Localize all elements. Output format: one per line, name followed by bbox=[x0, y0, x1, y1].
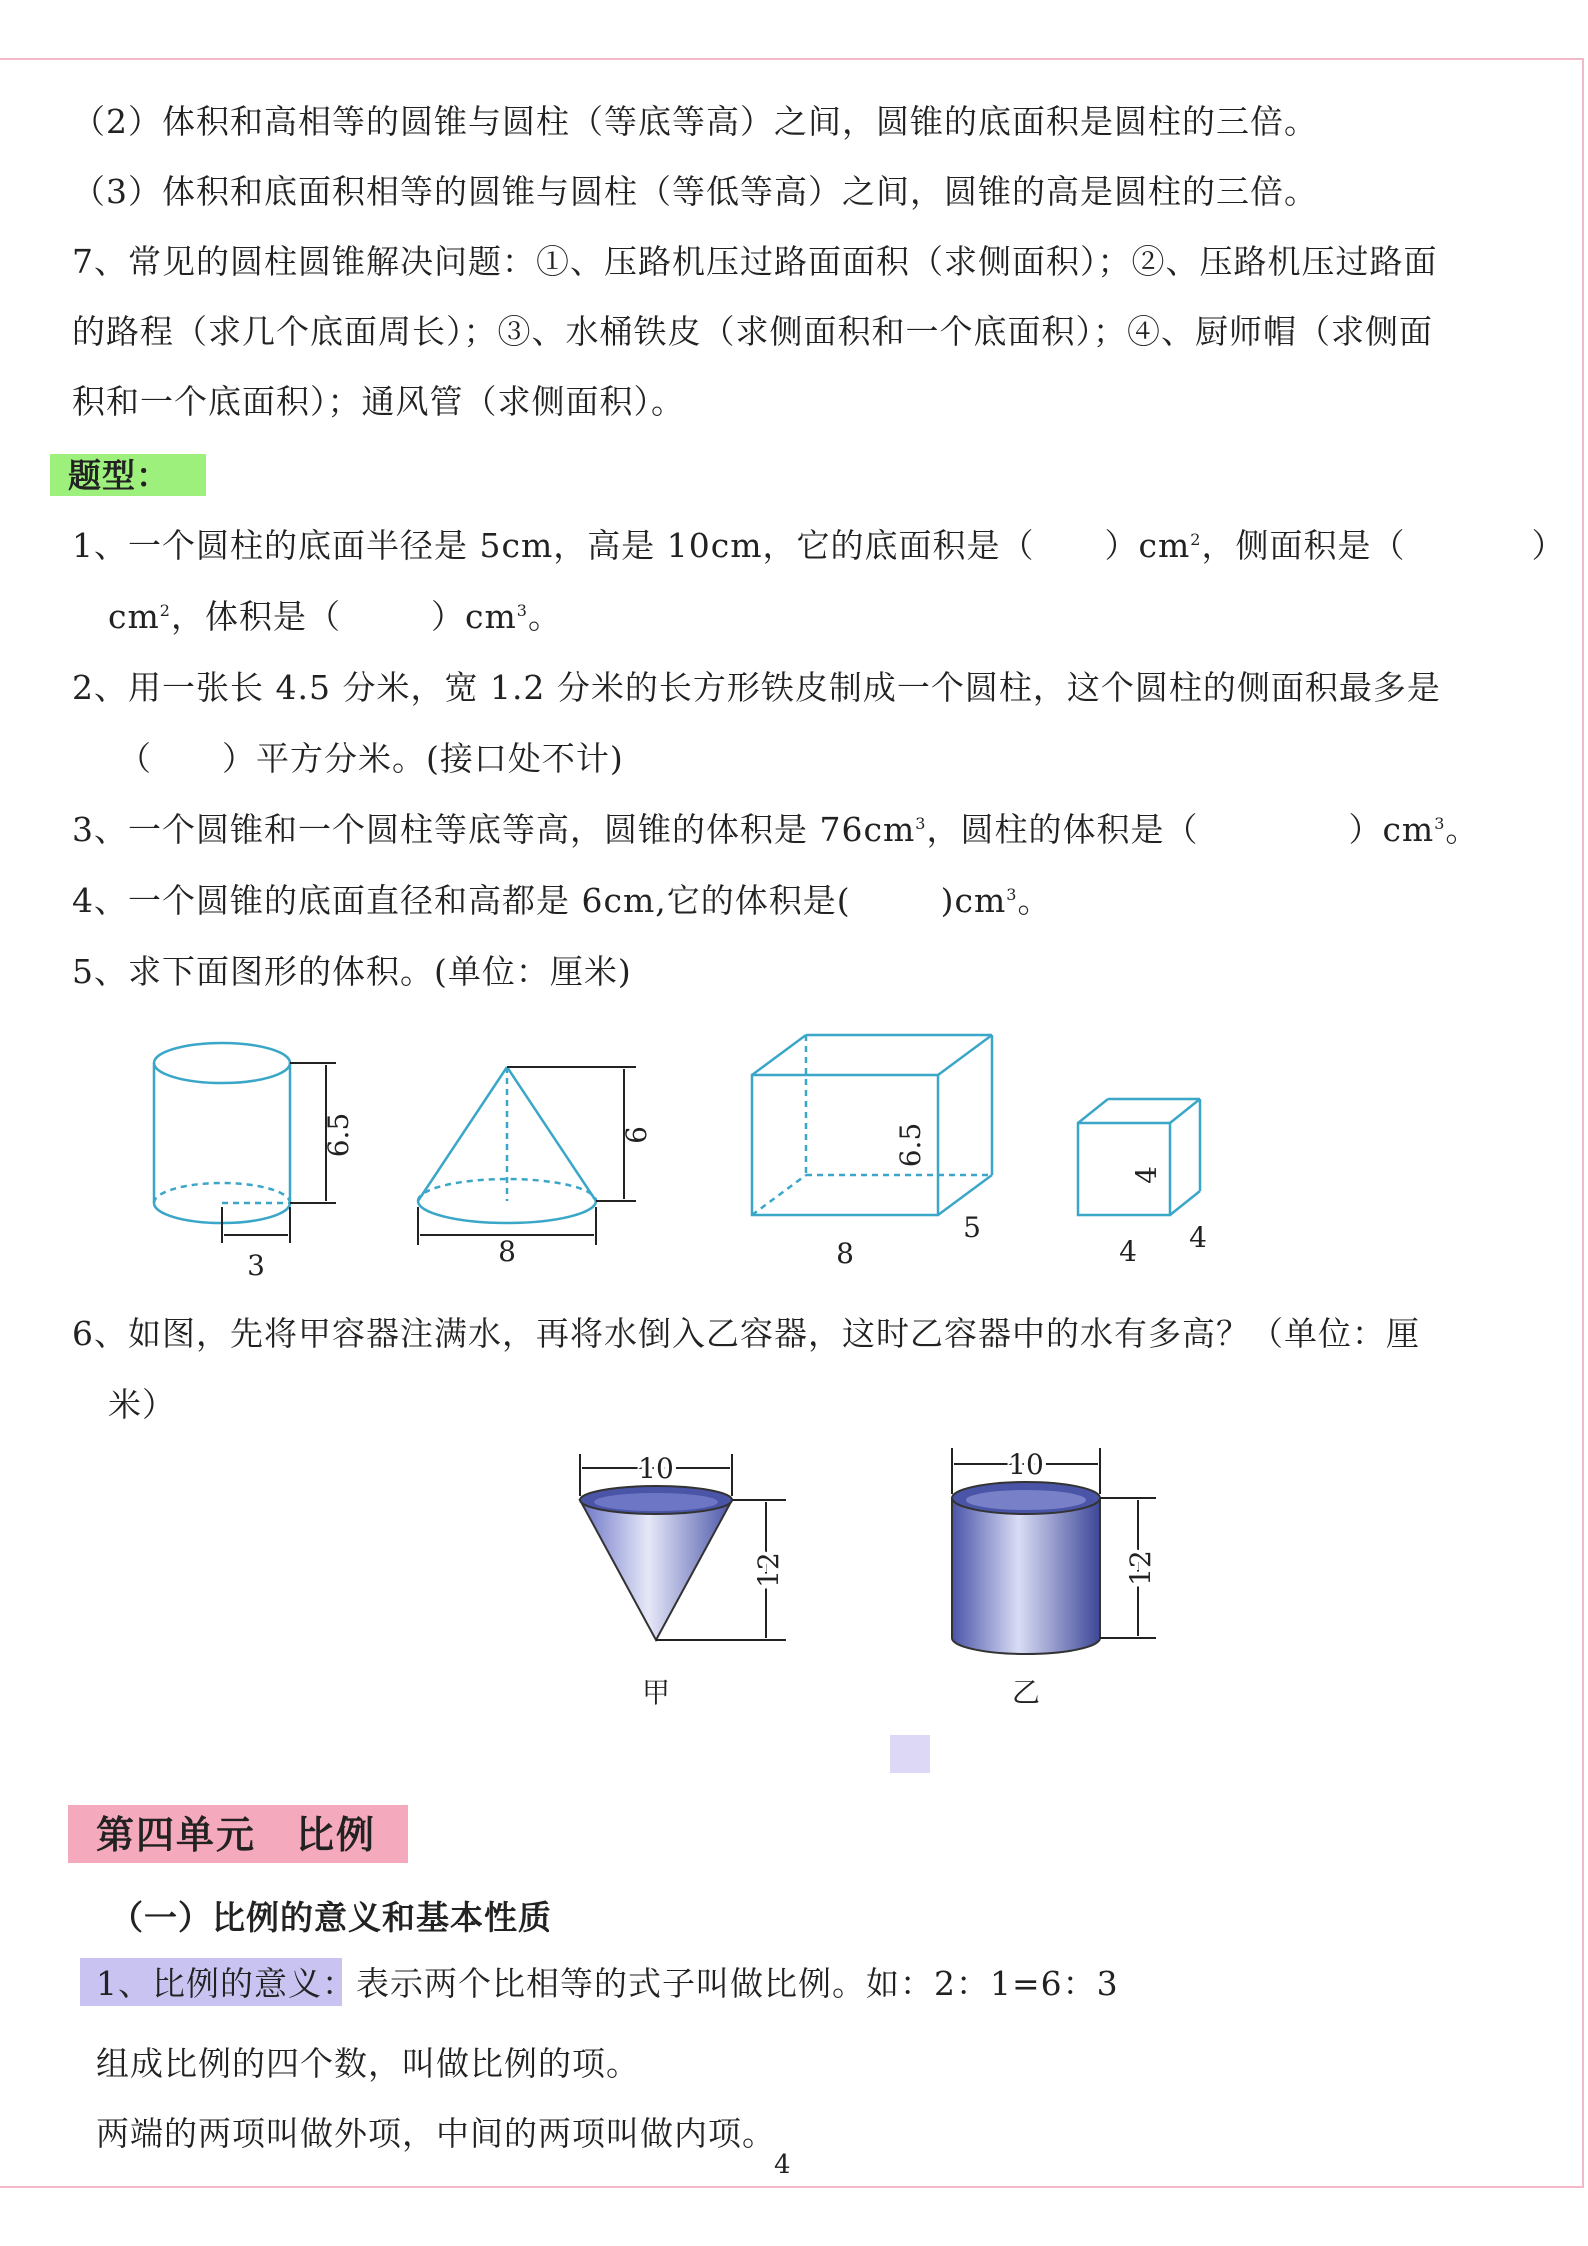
q1-sup-3: 3 bbox=[516, 601, 528, 620]
vessel-cone bbox=[580, 1486, 732, 1640]
definition-label: 1、比例的意义： bbox=[96, 1964, 356, 2003]
q3-text-a: 3、一个圆锥和一个圆柱等底等高，圆锥的体积是 76cm bbox=[72, 810, 916, 849]
cube-height-label: 4 bbox=[1130, 1166, 1163, 1184]
q1-text-a: 1、一个圆柱的底面半径是 5cm，高是 10cm，它的底面积是（ bbox=[72, 526, 1035, 565]
q4-text-b: )cm bbox=[940, 881, 1007, 920]
page-number: 4 bbox=[774, 2150, 791, 2180]
cuboid-height-label: 6.5 bbox=[894, 1122, 927, 1168]
q1-text-e: cm bbox=[108, 597, 160, 636]
cube-width-label: 4 bbox=[1189, 1221, 1207, 1254]
q2-text-b: （ bbox=[118, 739, 152, 778]
paragraph-1: 组成比例的四个数，叫做比例的项。 bbox=[96, 2044, 640, 2083]
question-6-line-2: 米） bbox=[108, 1385, 176, 1424]
question-5: 5、求下面图形的体积。(单位：厘米) bbox=[72, 952, 632, 991]
cylinder-figure bbox=[154, 1043, 290, 1223]
q3-text-d: 。 bbox=[1445, 810, 1480, 849]
unit-title: 第四单元 比例 bbox=[96, 1812, 377, 1857]
cylinder-vessel-height: 12 bbox=[1124, 1550, 1157, 1586]
cuboid-width-label: 5 bbox=[963, 1211, 981, 1244]
question-2-line-1: 2、用一张长 4.5 分米，宽 1.2 分米的长方形铁皮制成一个圆柱，这个圆柱的侧面积最多是 bbox=[72, 668, 1441, 707]
cylinder-radius-label: 3 bbox=[247, 1249, 265, 1282]
q2-text-c: ）平方分米。(接口处不计) bbox=[222, 739, 624, 778]
definition-text: 表示两个比相等的式子叫做比例。如：2：1=6：3 bbox=[356, 1964, 1119, 2003]
question-3 bbox=[72, 808, 1479, 852]
cylinder-height-label: 6.5 bbox=[322, 1112, 355, 1158]
q4-text-c: 。 bbox=[1017, 881, 1052, 920]
cone-figure bbox=[418, 1067, 596, 1223]
cube-figure bbox=[1078, 1099, 1200, 1215]
vessel-cylinder bbox=[952, 1482, 1100, 1654]
cone-height-label: 6 bbox=[620, 1126, 653, 1144]
cylinder-vessel-diameter: 10 bbox=[1008, 1448, 1044, 1481]
definition-line bbox=[96, 1962, 1119, 2006]
cube-length-label: 4 bbox=[1119, 1235, 1137, 1268]
text-line-1: （2）体积和高相等的圆锥与圆柱（等底等高）之间，圆锥的底面积是圆柱的三倍。 bbox=[72, 102, 1318, 141]
text-line-3: 7、常见的圆柱圆锥解决问题：①、压路机压过路面面积（求侧面积）；②、压路机压过路面 bbox=[72, 242, 1438, 281]
text-line-4: 的路程（求几个底面周长）；③、水桶铁皮（求侧面积和一个底面积）；④、厨师帽（求侧面 bbox=[72, 312, 1433, 351]
question-2-line-2 bbox=[118, 737, 624, 781]
paragraph-2: 两端的两项叫做外项，中间的两项叫做内项。 bbox=[96, 2114, 776, 2153]
q4-text-a: 4、一个圆锥的底面直径和高都是 6cm,它的体积是( bbox=[72, 881, 851, 920]
q1-text-b: ）cm bbox=[1104, 526, 1191, 565]
cuboid-length-label: 8 bbox=[836, 1237, 854, 1270]
q6-figures-svg bbox=[560, 1440, 1200, 1710]
decorative-square bbox=[890, 1735, 930, 1773]
cone-diameter-label: 8 bbox=[498, 1235, 516, 1268]
q4-sup: 3 bbox=[1006, 885, 1018, 904]
cone-vessel-height: 12 bbox=[752, 1552, 785, 1588]
section-tag: 题型： bbox=[68, 456, 170, 495]
q6-figures bbox=[560, 1440, 1200, 1714]
question-1-line-1 bbox=[72, 524, 1565, 568]
q1-text-c: ，侧面积是（ bbox=[1201, 526, 1406, 565]
text-line-2: （3）体积和底面积相等的圆锥与圆柱（等低等高）之间，圆锥的高是圆柱的三倍。 bbox=[72, 172, 1318, 211]
cylinder-vessel-label: 乙 bbox=[1011, 1676, 1041, 1709]
q5-figures-svg bbox=[140, 1025, 1240, 1295]
text-line-5: 积和一个底面积）；通风管（求侧面积）。 bbox=[72, 382, 685, 421]
question-1-line-2 bbox=[108, 595, 562, 639]
question-6-line-1: 6、如图，先将甲容器注满水，再将水倒入乙容器，这时乙容器中的水有多高？（单位：厘 bbox=[72, 1314, 1420, 1353]
q1-sup-2b: 2 bbox=[159, 601, 171, 620]
q1-text-g: ）cm bbox=[430, 597, 517, 636]
cone-vessel-label: 甲 bbox=[641, 1676, 671, 1709]
q1-text-d: ） bbox=[1531, 526, 1566, 565]
q5-figures bbox=[140, 1025, 1240, 1299]
q1-text-f: ，体积是（ bbox=[170, 597, 341, 636]
q3-text-c: ）cm bbox=[1348, 810, 1435, 849]
q1-text-h: 。 bbox=[527, 597, 562, 636]
cuboid-figure bbox=[752, 1035, 992, 1215]
cone-vessel-diameter: 10 bbox=[638, 1452, 674, 1485]
q3-sup-a: 3 bbox=[915, 814, 927, 833]
q3-sup-c: 3 bbox=[1434, 814, 1446, 833]
q3-text-b: ，圆柱的体积是（ bbox=[926, 810, 1199, 849]
unit-subtitle: （一）比例的意义和基本性质 bbox=[110, 1898, 552, 1937]
question-4 bbox=[72, 879, 1051, 923]
q1-sup-2: 2 bbox=[1190, 530, 1202, 549]
